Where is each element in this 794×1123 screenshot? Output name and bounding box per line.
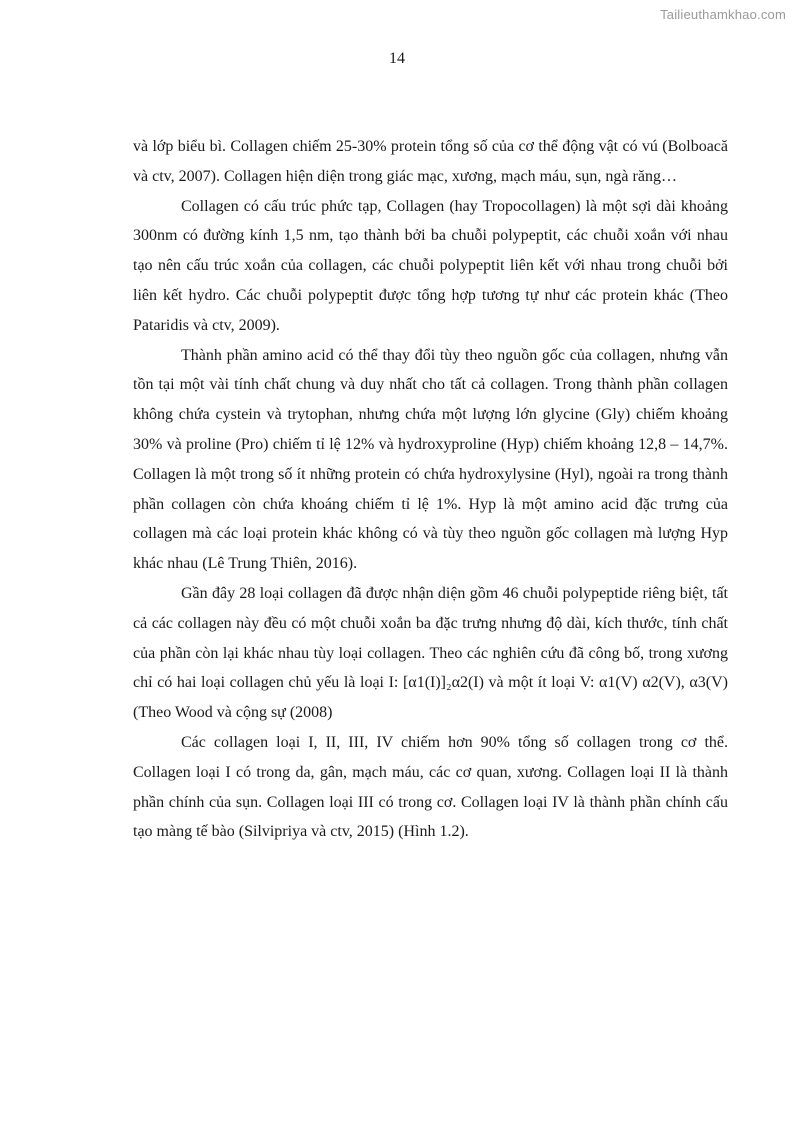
paragraph-amino-acid-composition: Thành phần amino acid có thể thay đổi tùy theo nguồn gốc của collagen, nhưng vẫn tồn tại một vài tính chất chung và duy nhất cho tất cả collagen. Trong thành phần collagen không chứa cystein và trytophan, nhưng chứa một lượng lớn glycine (Gly) chiếm khoảng 30% và proline (Pro) chiếm tỉ lệ 12% và hydroxyproline (Hyp) chiếm khoảng 12,8 – 14,7%. Collagen là một trong số ít những protein có chứa hydroxylysine (Hyl), ngoài ra trong thành phần collagen còn chứa khoáng chiếm tỉ lệ 1%. Hyp là một amino acid đặc trưng của collagen mà các loại protein khác không có và tùy theo nguồn gốc collagen mà lượng Hyp khác nhau (Lê Trung Thiên, 2016). [133,346,728,573]
watermark-text: Tailieuthamkhao.com [660,7,786,22]
paragraph-collagen-types: Gần đây 28 loại collagen đã được nhận diện gồm 46 chuỗi polypeptide riêng biệt, tất cả các collagen này đều có một chuỗi xoắn ba đặc trưng nhưng độ dài, kích thước, tính chất của phần còn lại khác nhau tùy loại collagen. Theo các nghiên cứu đã công bố, trong xương chỉ có hai loại collagen chủ yếu là loại I: [α1(I)]₂α2(I) và một ít loại V: α1(V) α2(V), α3(V) (Theo Wood và cộng sự (2008) [133,584,728,722]
paragraph-collagen-distribution: Các collagen loại I, II, III, IV chiếm hơn 90% tổng số collagen trong cơ thể. Collagen loại I có trong da, gân, mạch máu, các cơ quan, xương. Collagen loại II là thành phần chính của sụn. Collagen loại III có trong cơ. Collagen loại IV là thành phần chính cấu tạo màng tế bào (Silvipriya và ctv, 2015) (Hình 1.2). [133,733,728,841]
paragraph-collagen-structure: Collagen có cấu trúc phức tạp, Collagen (hay Tropocollagen) là một sợi dài khoảng 300nm có đường kính 1,5 nm, tạo thành bởi ba chuỗi polypeptit, các chuỗi xoắn với nhau tạo nên cấu trúc xoắn của collagen, các chuỗi polypeptit liên kết với nhau trong chuỗi bởi liên kết hydro. Các chuỗi polypeptit được tổng hợp tương tự như các protein khác (Theo Pataridis và ctv, 2009). [133,197,728,334]
page-number: 14 [389,50,405,67]
document-body [133,132,728,847]
paragraph-continuation: và lớp biểu bì. Collagen chiếm 25-30% protein tổng số của cơ thể động vật có vú (Bolboacă và ctv, 2007). Collagen hiện diện trong giác mạc, xương, mạch máu, sụn, ngà răng… [133,138,728,185]
